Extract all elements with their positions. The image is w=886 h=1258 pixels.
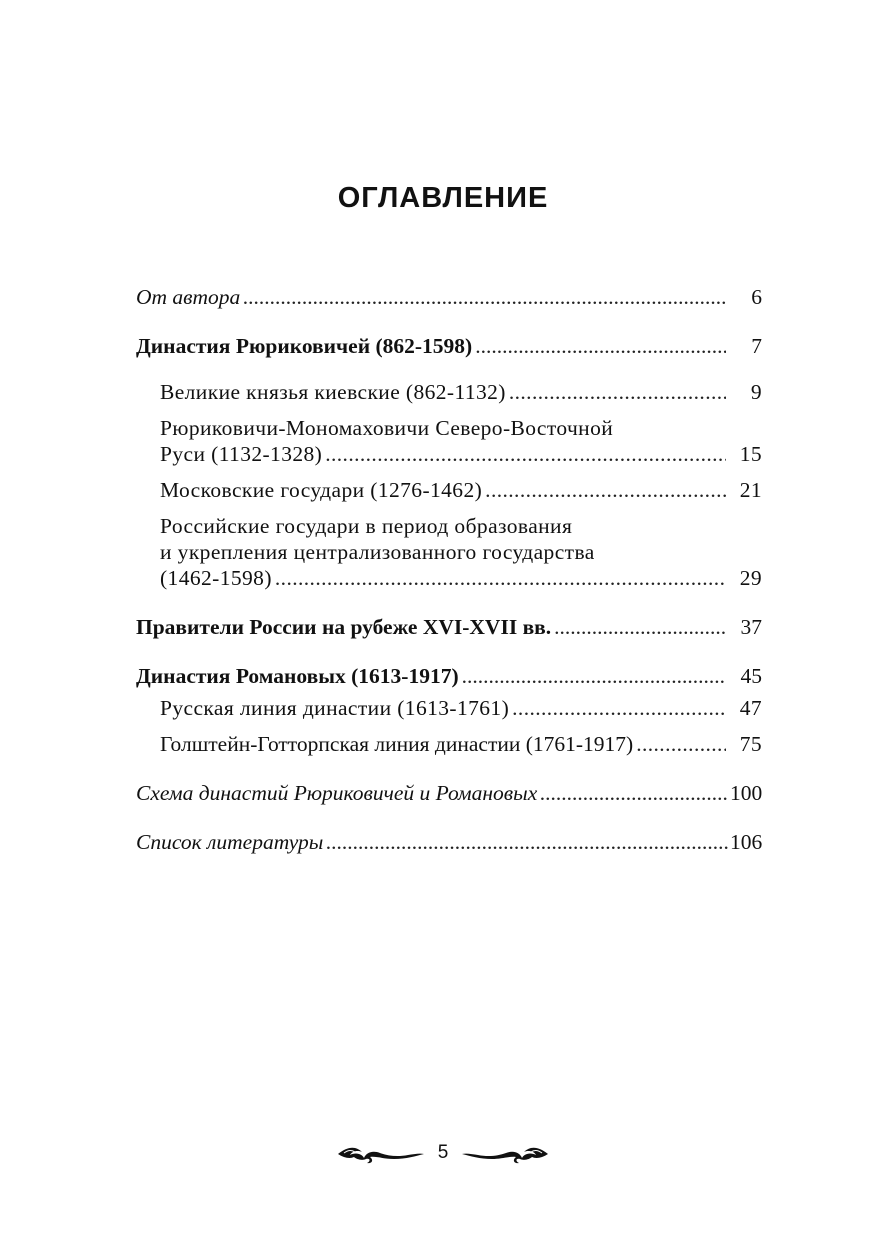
toc-entry-label-line: Рюриковичи-Мономаховичи Северо-Восточной: [160, 416, 614, 440]
toc-page-number: 106: [730, 830, 763, 854]
toc-entry-bibliography[interactable]: [136, 829, 762, 855]
dot-leader: [509, 379, 726, 405]
toc-entry-rurik-dynasty[interactable]: [136, 333, 762, 359]
dot-leader: [512, 695, 726, 721]
toc-entry-label: От автора: [136, 285, 241, 309]
toc-entry-label: Список литературы: [136, 830, 324, 854]
dot-leader: [326, 829, 729, 855]
ornament-right-icon: [460, 1140, 550, 1166]
toc-page-number: 37: [740, 615, 762, 639]
dot-leader: [475, 333, 726, 359]
toc-entry-moscow-rulers[interactable]: [136, 477, 762, 503]
dot-leader: [554, 614, 726, 640]
toc-page-number: 45: [740, 664, 762, 688]
dot-leader: [243, 284, 726, 310]
toc-entry-romanov-dynasty[interactable]: [136, 663, 762, 689]
dot-leader: [275, 565, 726, 591]
toc-entry-label-line: Российские государи в период образования: [160, 514, 573, 538]
page-number: 5: [437, 1142, 449, 1163]
toc-entry-label-line: Руси (1132-1328): [160, 442, 323, 466]
toc-entry-label: Великие князья киевские (862-1132): [160, 380, 506, 404]
dot-leader: [540, 780, 729, 806]
toc-entry-label: Московские государи (1276-1462): [160, 478, 483, 502]
toc-entry-label: Правители России на рубеже XVI-XVII вв.: [136, 615, 552, 639]
toc-entry-rulers-turn-of-century[interactable]: [136, 614, 762, 640]
toc-page-number: 100: [730, 781, 763, 805]
toc-page-number: 29: [739, 566, 762, 590]
toc-entry-label: Голштейн-Готторпская линия династии (1761-1917): [160, 732, 634, 756]
dot-leader: [485, 477, 726, 503]
toc-entry-label: Схема династий Рюриковичей и Романовых: [136, 781, 538, 805]
toc-entry-dynasty-scheme[interactable]: [136, 780, 762, 806]
dot-leader: [636, 731, 726, 757]
toc-entry-label-line: (1462-1598): [160, 566, 272, 590]
toc-entry-kiev-princes[interactable]: [136, 379, 762, 405]
toc-entry-holstein-line[interactable]: [136, 731, 762, 757]
toc-page-number: 21: [739, 478, 762, 502]
dot-leader: [325, 441, 726, 467]
toc-page-number: 47: [739, 696, 762, 720]
toc-entry-monomakh[interactable]: [136, 415, 762, 467]
dot-leader: [462, 663, 726, 689]
page-footer: [0, 1138, 886, 1168]
toc-entry-label: Династия Рюриковичей (862-1598): [136, 334, 473, 358]
toc-entry-russian-line[interactable]: [136, 695, 762, 721]
ornament-left-icon: [336, 1140, 426, 1166]
toc-page-number: 6: [751, 285, 762, 309]
toc-page-number: 7: [751, 334, 762, 358]
page-title: ОГЛАВЛЕНИЕ: [337, 182, 549, 214]
toc-page-number: 9: [750, 380, 762, 404]
toc-page-number: 15: [739, 442, 762, 466]
toc-page-number: 75: [739, 732, 762, 756]
toc-entry-label-line: и укрепления централизованного государства: [160, 540, 595, 564]
toc-entry-label: Русская линия династии (1613-1761): [160, 696, 510, 720]
table-of-contents: [136, 284, 762, 855]
toc-entry-from-author[interactable]: [136, 284, 762, 310]
toc-entry-russian-rulers[interactable]: [136, 513, 762, 591]
toc-entry-label: Династия Романовых (1613-1917): [136, 664, 459, 688]
